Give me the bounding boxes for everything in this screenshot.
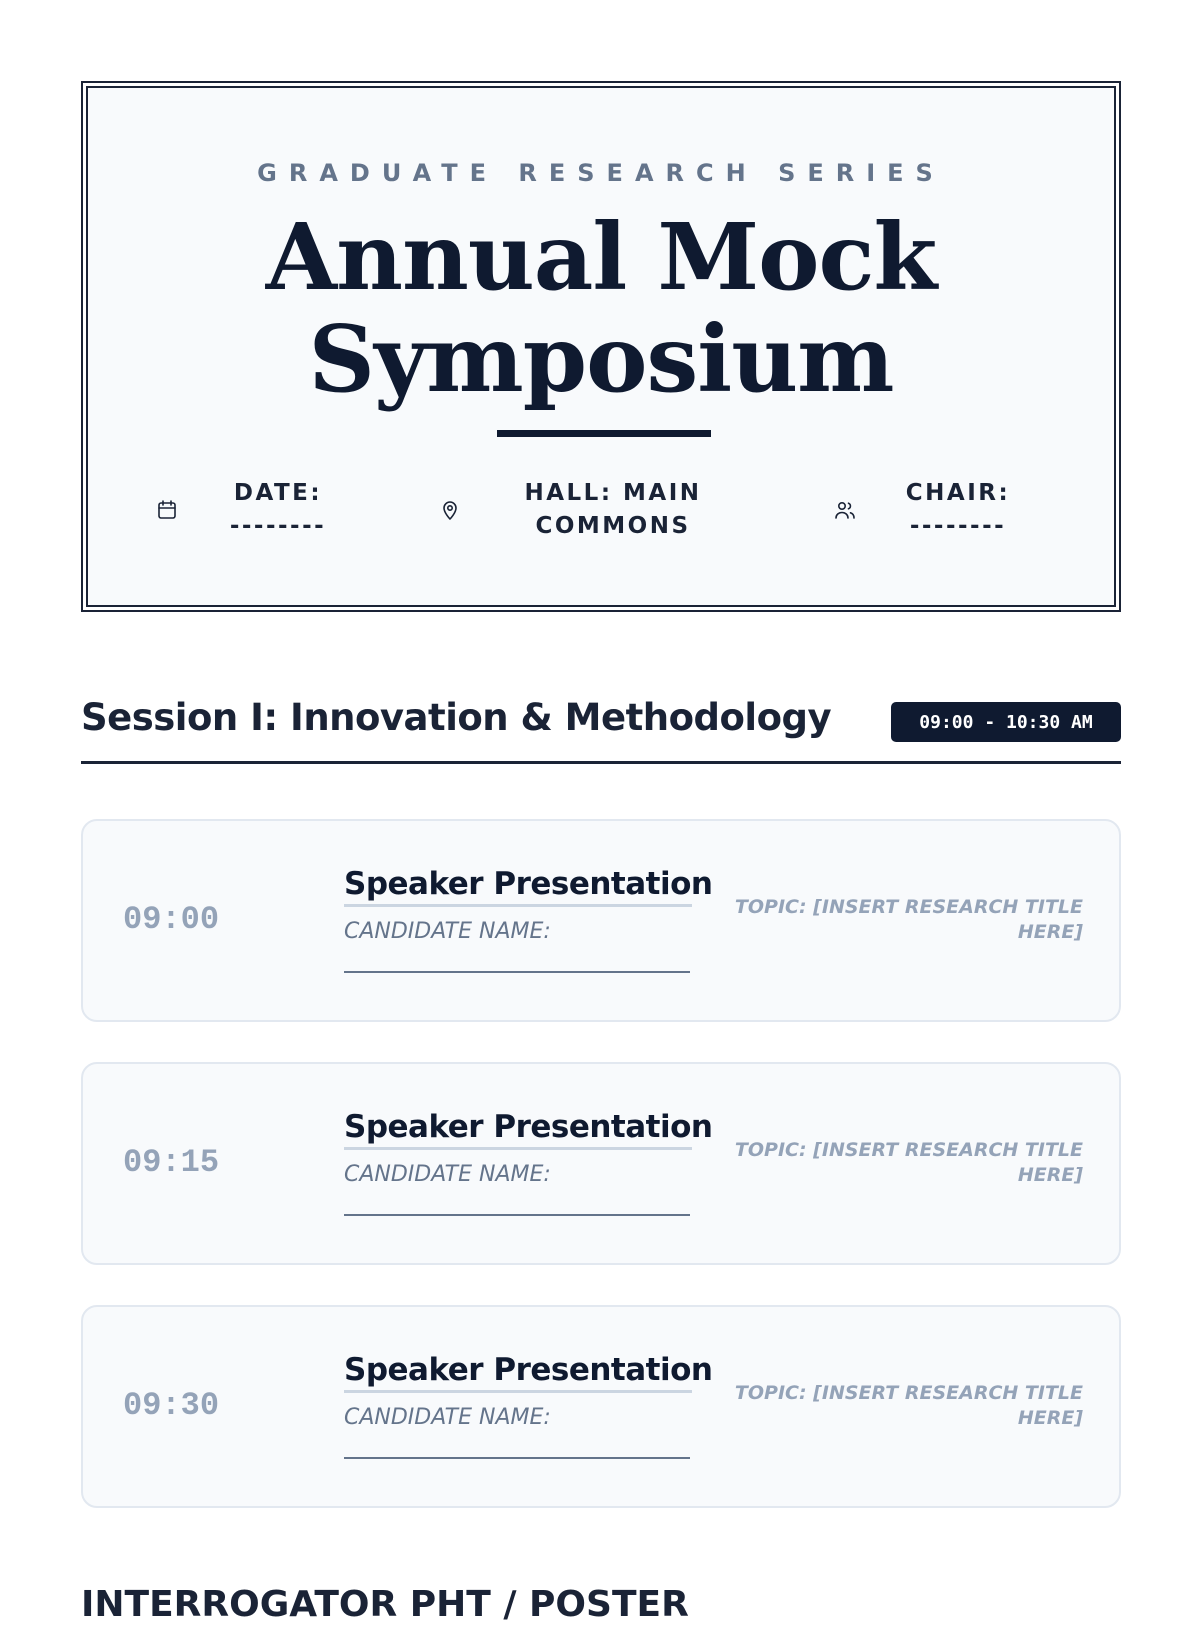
chair-label: CHAIR: [905, 480, 1011, 506]
candidate-name-line [344, 1457, 690, 1459]
slot-topic [683, 1138, 1083, 1188]
meta-hall [438, 477, 708, 543]
title-underline [497, 430, 711, 437]
presentation-slot [81, 819, 1121, 1022]
candidate-name-label: CANDIDATE NAME: [344, 1162, 551, 1187]
slot-heading: Speaker Presentation [344, 1109, 692, 1150]
chair-value: -------- [909, 513, 1007, 539]
candidate-name-line [344, 1214, 690, 1216]
meta-hall-text [518, 477, 708, 543]
event-title [88, 203, 1114, 413]
presentation-slot [81, 1062, 1121, 1265]
candidate-name-line [344, 971, 690, 973]
event-header-card [81, 81, 1121, 612]
session-divider [81, 761, 1121, 764]
users-icon [833, 498, 857, 522]
session-time-badge: 09:00 - 10:30 AM [891, 702, 1121, 742]
map-pin-icon [438, 498, 462, 522]
slot-time: 09:00 [123, 901, 220, 938]
event-title-line-2: Symposium [308, 305, 894, 413]
session-title: Session I: Innovation & Methodology [81, 696, 832, 739]
meta-date [155, 477, 343, 543]
event-title-line-1: Annual Mock [265, 203, 937, 311]
presentation-slot [81, 1305, 1121, 1508]
candidate-name-label: CANDIDATE NAME: [344, 1405, 551, 1430]
event-header-inner [86, 86, 1116, 607]
candidate-name-label: CANDIDATE NAME: [344, 919, 551, 944]
series-label: GRADUATE RESEARCH SERIES [257, 159, 945, 187]
next-section-title: INTERROGATOR PHT / POSTER [81, 1584, 689, 1625]
hall-line-1: HALL: MAIN [524, 480, 702, 506]
slot-heading: Speaker Presentation [344, 866, 692, 907]
hall-line-2: COMMONS [535, 513, 691, 539]
topic-line-1: TOPIC: [INSERT RESEARCH TITLE [734, 896, 1083, 918]
topic-line-2: HERE] [1017, 1164, 1083, 1186]
topic-line-1: TOPIC: [INSERT RESEARCH TITLE [734, 1139, 1083, 1161]
meta-chair-text [893, 477, 1023, 543]
topic-line-2: HERE] [1017, 921, 1083, 943]
calendar-icon [155, 498, 179, 522]
slot-topic [683, 895, 1083, 945]
slot-time: 09:15 [123, 1144, 220, 1181]
slot-time: 09:30 [123, 1387, 220, 1424]
date-value: -------- [229, 513, 327, 539]
date-label: DATE: [233, 480, 323, 506]
meta-date-text [213, 477, 343, 543]
topic-line-2: HERE] [1017, 1407, 1083, 1429]
topic-line-1: TOPIC: [INSERT RESEARCH TITLE [734, 1382, 1083, 1404]
slot-heading: Speaker Presentation [344, 1352, 692, 1393]
slot-topic [683, 1381, 1083, 1431]
meta-chair [833, 477, 1023, 543]
